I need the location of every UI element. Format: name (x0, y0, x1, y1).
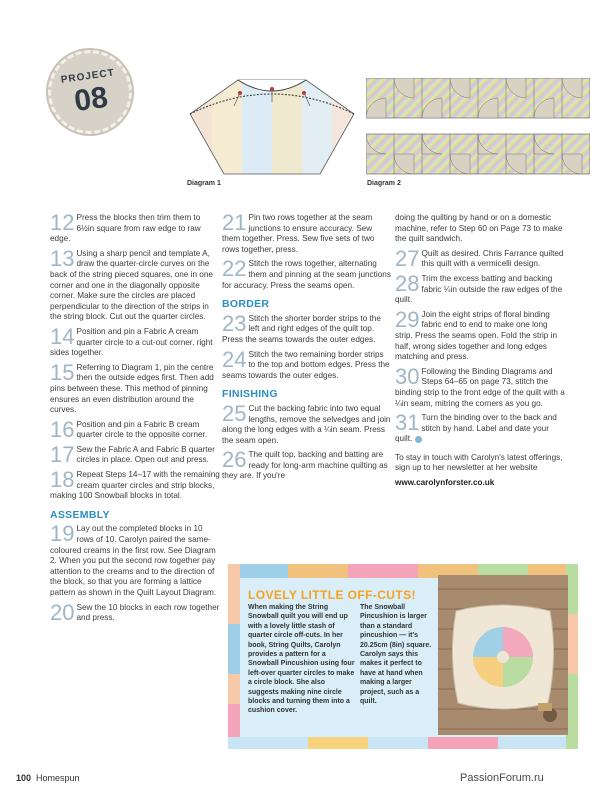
diagram-1-caption: Diagram 1 (187, 180, 221, 187)
step-number: 31 (395, 410, 420, 436)
step-number: 14 (50, 323, 75, 349)
step-30 (395, 363, 565, 409)
step-number: 25 (222, 400, 247, 426)
step-number: 26 (222, 447, 247, 473)
step-number: 22 (222, 256, 247, 282)
step-number: 29 (395, 306, 420, 332)
step-text: Sew the 10 blocks in each row together and press. (76, 602, 220, 623)
step-text: Position and pin a Fabric B cream quarter circle to the opposite corner. (76, 419, 208, 440)
step-text: Press the blocks then trim them to 6½in square from raw edge to raw edge. (50, 213, 201, 244)
step-number: 17 (50, 441, 75, 467)
page-number: 100 (16, 773, 32, 783)
step-20 (50, 599, 220, 625)
step-31 (395, 410, 565, 445)
step-number: 19 (50, 521, 75, 547)
step-25 (222, 400, 392, 446)
end-mark-icon (415, 436, 422, 443)
watermark: PassionForum.ru (460, 772, 544, 784)
step-text: Join the eight strips of floral binding fabric end to end to make one long strip. Press the seams open. Fold the strip in half, wrong sides together and long edges matching and press. (395, 309, 558, 362)
step-number: 28 (395, 270, 420, 296)
step-18 (50, 467, 220, 502)
step-27 (395, 245, 565, 271)
step-text: Position and pin a Fabric A cream quarter circle to a cut-out corner, right sides together. (50, 326, 213, 358)
step-text: Repeat Steps 14–17 with the remaining cream quarter circles and strip blocks, making 100 Snowball blocks in total. (50, 470, 220, 501)
step-24 (222, 346, 392, 382)
step-29 (395, 306, 565, 363)
step-16 (50, 416, 220, 442)
step-15 (50, 359, 220, 416)
project-badge (43, 45, 138, 140)
tip-box-left-text: When making the String Snowball quilt you will end up with a lovely little stash of quarter circle off-cuts. In her book, String Quilts, Carolyn provides a pattern for a Snowball Pincushion using four left-over quarter circles to make a circle block. She also suggests making nine circle blocks and turning them into a cushion cover. (248, 604, 355, 715)
step-17 (50, 441, 220, 467)
step-23 (222, 310, 392, 346)
step-13 (50, 245, 220, 323)
step-text: Using a sharp pencil and template A, draw the quarter-circle curves on the back of the string pieced squares, one in one corner and one in the diagonally opposite corner. Make sure the circles are placed perpendicular to the direction of the strips in the string block. Cut out the quarter circles. (50, 248, 213, 322)
column-2 (222, 210, 392, 486)
step-text: Lay out the completed blocks in 10 rows of 10. Carolyn paired the same-coloured creams in the first row. See Diagram 2. When you put the second row together pay attention to the creams and to the direction of the block, so that you are forming a lattice pattern as shown in the Quilt Layout Diagram. (50, 524, 217, 597)
border-heading: BORDER (222, 298, 270, 311)
newsletter-text: To stay in touch with Carolyn's latest offerings, sign up to her newsletter at her website (395, 452, 563, 473)
step-19 (50, 521, 220, 598)
step-12 (50, 210, 220, 245)
step-text: Trim the excess batting and backing fabric ¼in outside the raw edges of the quilt. (395, 273, 563, 305)
continued-text: doing the quilting by hand or on a domestic machine, refer to Step 60 on Page 73 to make the quilt sandwich. (395, 213, 563, 244)
column-3 (395, 213, 565, 489)
pincushion-photo (438, 575, 568, 735)
step-text: Referring to Diagram 1, pin the centre then the outside edges first. Then add pins between these. This method of pinning ensures an even distribution around the curves. (50, 362, 214, 415)
step-text: Stitch the shorter border strips to the left and right edges of the quilt top. Press the seams towards the outer edges. (222, 313, 381, 344)
step-26 (222, 447, 392, 482)
step-text: Stitch the two remaining border strips to the top and bottom edges. Press the seams towards the outer edges. (222, 349, 390, 380)
step-number: 20 (50, 599, 75, 625)
step-text: Sew the Fabric A and Fabric B quarter circles in place. Open out and press. (76, 444, 215, 465)
step-number: 23 (222, 310, 247, 336)
step-28 (395, 270, 565, 306)
diagram-2-illustration (366, 78, 590, 176)
finishing-heading: FINISHING (222, 388, 278, 401)
step-number: 24 (222, 346, 247, 372)
step-text: Stitch the rows together, alternating them and pinning at the seam junctions for accuracy. Press the seams open. (222, 259, 391, 290)
step-14 (50, 323, 220, 359)
step-number: 13 (50, 245, 75, 271)
step-text: The quilt top, backing and batting are ready for long-arm machine quilting as they are. If you're (222, 450, 388, 481)
step-number: 21 (222, 210, 247, 235)
step-number: 15 (50, 359, 75, 385)
diagram-1-illustration (182, 74, 362, 178)
tip-box-right-text: The Snowball Pincushion is larger than a standard pincushion — it's 20.25cm (8in) square. Carolyn says this makes it perfect to have at hand when making a larger project, such as a quilt. (360, 604, 432, 706)
step-text: Cut the backing fabric into two equal lengths, remove the selvedges and join along the long edges with a ¼in seam. Press the seam open. (222, 403, 391, 445)
step-number: 18 (50, 467, 75, 493)
project-number: 08 (72, 80, 110, 119)
step-number: 16 (50, 416, 75, 442)
column-1 (50, 210, 220, 628)
publication-name: Homespun (36, 773, 80, 783)
project-label: PROJECT (60, 67, 116, 86)
step-text: Quilt as desired. Chris Farrance quilted this quilt with a vermicelli design. (421, 248, 564, 269)
tip-box-title: LOVELY LITTLE OFF-CUTS! (248, 588, 416, 602)
step-number: 27 (395, 245, 420, 271)
step-number: 12 (50, 210, 75, 235)
step-number: 30 (395, 363, 420, 389)
website-link[interactable]: www.carolynforster.co.uk (395, 478, 495, 488)
step-text: Following the Binding Diagrams and Steps 64–65 on page 73, stitch the binding strip to the front edge of the quilt with a ¼in seam, mitring the corners as you go. (395, 366, 565, 408)
step-22 (222, 256, 392, 291)
step-text: Turn the binding over to the back and stitch by hand. Label and date your quilt. (395, 413, 557, 444)
step-21 (222, 210, 392, 255)
assembly-heading: ASSEMBLY (50, 508, 110, 521)
diagram-2-caption: Diagram 2 (367, 180, 401, 187)
step-text: Pin two rows together at the seam junctions to ensure accuracy. Sew them together. Press. Sew five sets of two rows together, press. (222, 213, 375, 254)
